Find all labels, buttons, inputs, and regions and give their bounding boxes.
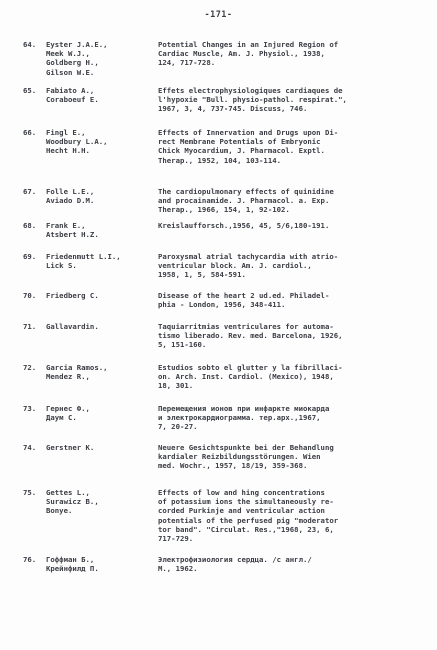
reference-number: 75. (23, 488, 37, 497)
citation-line: tismo liberado. Rev. med. Barcelona, 1926, (158, 331, 343, 341)
reference-number: 64. (23, 40, 37, 49)
citation-line: l'hypoxie "Bull. physio-pathol. respirat.", (158, 95, 347, 105)
citation-line: Neuere Gesichtspunkte bei der Behandlung (158, 443, 334, 452)
author-line: Gettes L., (46, 488, 90, 497)
author-line: Гернес Ф., (46, 404, 90, 413)
author-line: Gilson W.E. (46, 67, 95, 77)
author-line: Goldberg H., (46, 58, 99, 68)
author-line: Frank E., (46, 221, 86, 230)
citation-line: Estudios sobto el glutter y la fibrillaci- (158, 363, 343, 372)
author-line: Woodbury L.A., (46, 137, 108, 147)
citation-line: и электрокардиограмма. тер.арх.,1967, (158, 413, 321, 423)
author-line: Fabiato A., (46, 86, 95, 95)
reference-citation (158, 128, 426, 165)
author-line: Гоффман Б., (46, 555, 95, 564)
author-line: Aviado D.M. (46, 196, 95, 206)
reference-number: 65. (23, 86, 37, 95)
reference-number: 70. (23, 291, 37, 300)
author-line: Surawicz B., (46, 497, 99, 507)
reference-citation (158, 322, 426, 350)
reference-authors (46, 221, 154, 239)
reference-authors (46, 128, 154, 156)
reference-citation (158, 443, 426, 471)
reference-number: 72. (23, 363, 37, 372)
author-line: Garcia Ramos., (46, 363, 108, 372)
citation-line: Chick Myocardium, J. Pharmacol. Exptl. (158, 146, 325, 156)
author-line: Friedberg C. (46, 291, 99, 300)
citation-line: kardialer Reizbildungsstörungen. Wien (158, 452, 321, 462)
citation-line: 5, 151-160. (158, 340, 207, 350)
citation-line: rect Membrane Potentials of Embryonic (158, 137, 321, 147)
citation-line: Taquiarritmias ventriculares for automa- (158, 322, 334, 331)
reference-citation (158, 404, 426, 432)
author-line: Friedenmutt L.I., (46, 252, 121, 261)
reference-authors (46, 187, 154, 205)
citation-line: The cardiopulmonary effects of quinidine (158, 187, 334, 196)
citation-line: on. Arch. Inst. Cardiol. (Mexico), 1948, (158, 372, 334, 382)
author-line: Крейнфилд П. (46, 564, 99, 574)
citation-line: М., 1962. (158, 564, 198, 574)
reference-authors (46, 555, 154, 573)
reference-authors (46, 443, 154, 452)
reference-number: 69. (23, 252, 37, 261)
author-line: Coraboeuf E. (46, 95, 99, 105)
reference-number: 73. (23, 404, 37, 413)
citation-line: 7, 20-27. (158, 422, 198, 432)
reference-number: 71. (23, 322, 37, 331)
author-line: Atsbert H.Z. (46, 230, 99, 240)
citation-line: Kreislaufforsch.,1956, 45, 5/6,180-191. (158, 221, 330, 230)
author-line: Mendez R., (46, 372, 90, 382)
citation-line: Cardiac Muscle, Am. J. Physiol., 1938, (158, 49, 325, 59)
author-line: Gallavardin. (46, 322, 99, 331)
reference-authors (46, 86, 154, 104)
author-line: Fingl E., (46, 128, 86, 137)
reference-authors (46, 252, 154, 270)
reference-authors (46, 404, 154, 422)
reference-citation (158, 221, 426, 230)
author-line: Bonye. (46, 506, 73, 516)
citation-line: potentials of the perfused pig "moderator (158, 515, 339, 525)
citation-line: Перемещения ионов при инфаркте миокарда (158, 404, 330, 413)
citation-line: Effects of Innervation and Drugs upon Di- (158, 128, 339, 137)
citation-line: 717-729. (158, 534, 194, 544)
reference-authors (46, 363, 154, 381)
citation-line: ventricular block. Am. J. cardiol., (158, 261, 312, 271)
reference-number: 76. (23, 555, 37, 564)
citation-line: Disease of the heart 2 ud.ed. Philadel- (158, 291, 330, 300)
reference-citation (158, 86, 426, 114)
citation-line: Therap., 1966, 154, 1, 92-102. (158, 205, 290, 215)
author-line: Gerstner K. (46, 443, 95, 452)
page-number: -171- (204, 10, 233, 20)
citation-line: 124, 717-728. (158, 58, 216, 68)
reference-authors (46, 40, 154, 77)
citation-line: Potential Changes in an Injured Region of (158, 40, 339, 49)
citation-line: phia - London, 1956, 348-411. (158, 300, 286, 310)
citation-line: 1967, 3, 4, 737-745. Discuss, 746. (158, 104, 308, 114)
reference-citation (158, 252, 426, 280)
author-line: Eyster J.A.E., (46, 40, 108, 49)
reference-number: 68. (23, 221, 37, 230)
reference-number: 74. (23, 443, 37, 452)
citation-line: Effets electrophysiologiques cardiaques de (158, 86, 343, 95)
citation-line: tor band". "Circulat. Res.,"1968, 23, 6, (158, 524, 334, 534)
reference-citation (158, 291, 426, 309)
citation-line: Электрофизиология сердца. /с англ./ (158, 555, 312, 564)
reference-citation (158, 488, 426, 543)
reference-citation (158, 363, 426, 391)
reference-citation (158, 187, 426, 215)
author-line: Meek W.J., (46, 49, 90, 59)
reference-citation (158, 40, 426, 68)
reference-number: 67. (23, 187, 37, 196)
reference-authors (46, 322, 154, 331)
reference-authors (46, 291, 154, 300)
author-line: Даум С. (46, 413, 77, 423)
citation-line: 1958, 1, 5, 584-591. (158, 270, 246, 280)
citation-line: of potassium ions the simultaneously re- (158, 497, 334, 507)
reference-citation (158, 555, 426, 573)
author-line: Hecht H.H. (46, 146, 90, 156)
citation-line: corded Purkinje and ventricular action (158, 506, 325, 516)
author-line: Folle L.E., (46, 187, 95, 196)
citation-line: Effects of low and hing concentrations (158, 488, 325, 497)
reference-authors (46, 488, 154, 516)
citation-line: and procainamide. J. Pharmacol. a. Exp. (158, 196, 330, 206)
citation-line: Therap., 1952, 104, 103-114. (158, 155, 282, 165)
citation-line: med. Wochr., 1957, 18/19, 359-368. (158, 461, 308, 471)
citation-line: Paroxysmal atrial tachycardia with atrio- (158, 252, 339, 261)
citation-line: 18, 301. (158, 381, 194, 391)
author-line: Lick S. (46, 261, 77, 271)
reference-number: 66. (23, 128, 37, 137)
